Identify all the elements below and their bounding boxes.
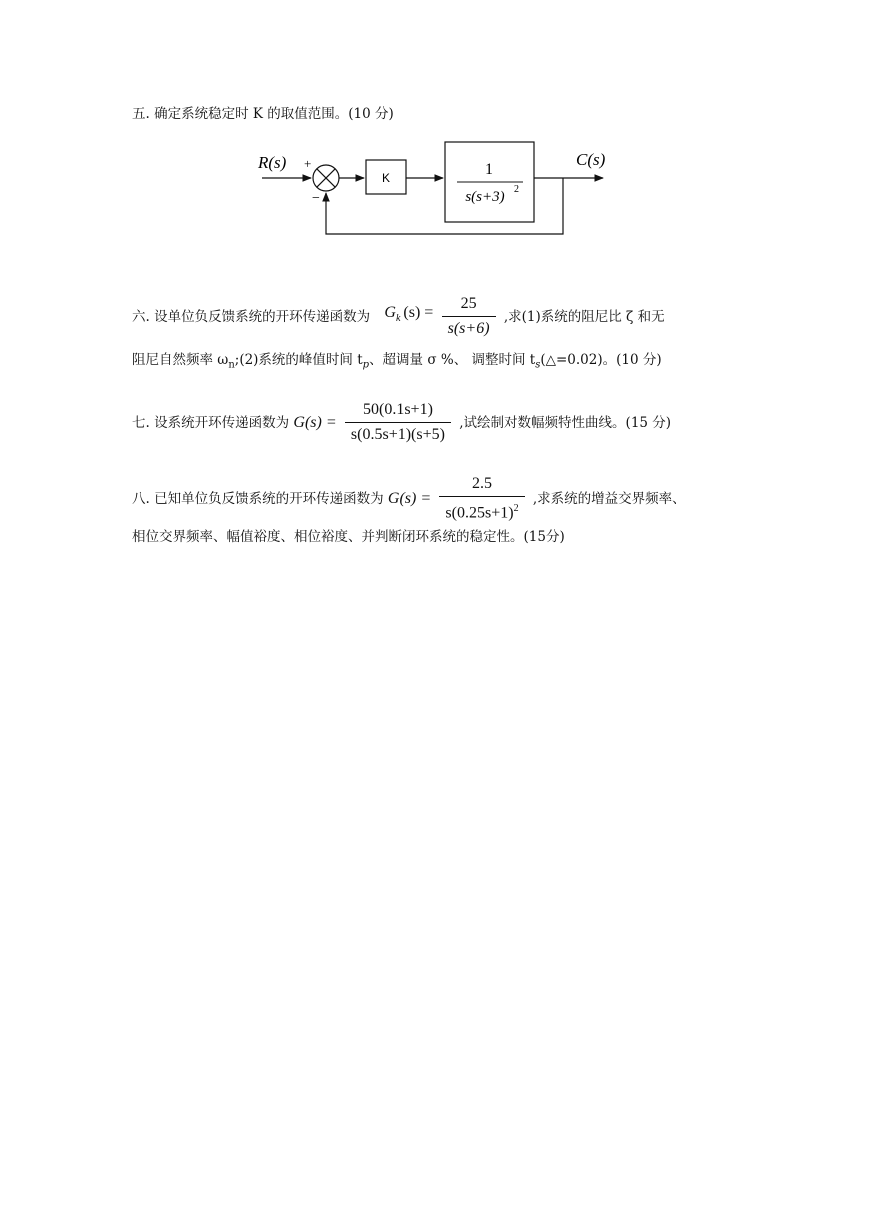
- question-7-denominator: s(0.5s+1)(s+5): [350, 426, 445, 443]
- question-8-line-2: 相位交界频率、幅值裕度、相位裕度、并判断闭环系统的稳定性。(15分): [132, 529, 565, 545]
- question-8-denominator: $s(0.25s+1)^2$: [445, 503, 519, 522]
- question-8-line-1: [132, 474, 686, 523]
- question-8-lhs: G(s) =: [387, 489, 432, 507]
- question-6-lhs: $G_k$ (s) =: [384, 304, 434, 325]
- plant-numerator: 1: [485, 161, 493, 178]
- question-6-numerator: 25: [442, 294, 496, 317]
- question-7-numerator: 50(0.1s+1): [345, 400, 451, 423]
- question-6-line-1: [132, 294, 665, 339]
- question-6-prefix: 六. 设单位负反馈系统的开环传递函数为: [132, 308, 371, 325]
- question-7-suffix: ,试绘制对数幅频特性曲线。(15 分): [459, 414, 672, 431]
- question-7-fraction: [345, 400, 451, 445]
- question-6-fraction: [442, 294, 496, 339]
- summing-junction: [313, 165, 339, 191]
- question-8-numerator: 2.5: [439, 474, 524, 497]
- block-diagram: [250, 138, 620, 248]
- question-7: [132, 400, 671, 445]
- question-7-prefix: 七. 设系统开环传递函数为: [132, 414, 290, 431]
- plus-sign: +: [304, 156, 312, 171]
- question-7-lhs: G(s) =: [293, 413, 337, 431]
- minus-sign: −: [312, 191, 320, 206]
- question-5-text: 五. 确定系统稳定时 K 的取值范围。(10 分): [132, 106, 394, 122]
- question-6-line-2: 阻尼自然频率 $\omega_n;(2)$系统的峰值时间 $t_p$、超调量 σ %、 调整时间 $t_s(\triangle=0.02)$。(10 分): [132, 352, 662, 371]
- question-6-suffix: ,求(1)系统的阻尼比 ζ 和无: [503, 308, 665, 325]
- plant-denominator: s(s+3): [465, 189, 505, 205]
- question-8-fraction: [439, 474, 524, 523]
- input-label: R(s): [258, 153, 287, 172]
- question-8-suffix: ,求系统的增益交界频率、: [532, 490, 686, 507]
- plant-denominator-exponent: 2: [514, 184, 519, 195]
- k-block-label: K: [381, 171, 391, 185]
- question-6-denominator: s(s+6): [447, 320, 490, 337]
- output-label: C(s): [576, 150, 606, 169]
- question-8-prefix: 八. 已知单位负反馈系统的开环传递函数为: [132, 490, 384, 507]
